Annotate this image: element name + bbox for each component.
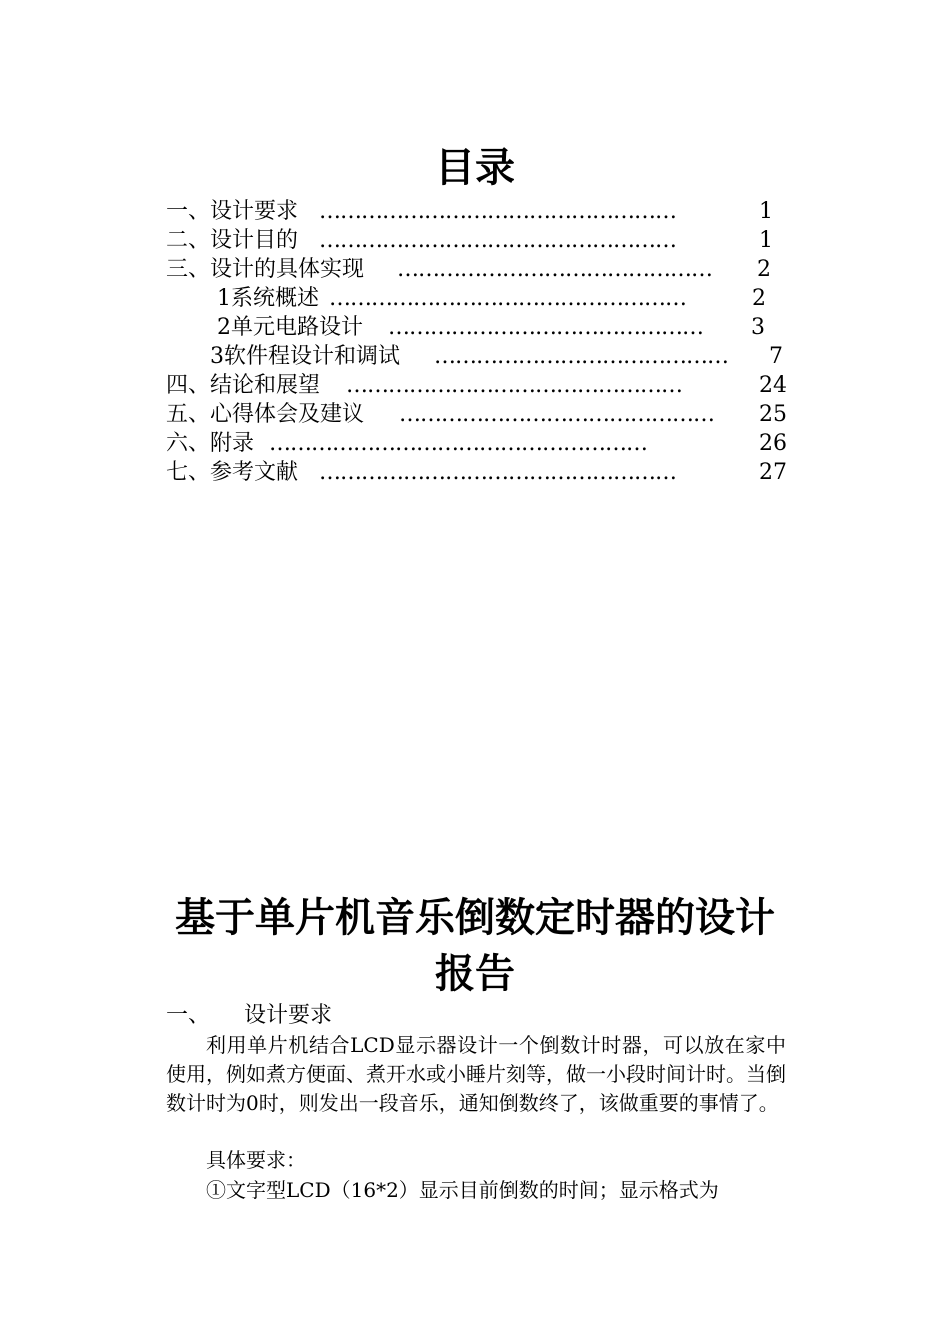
- toc-entry-page: 27: [759, 460, 787, 485]
- toc-entry-page: 2: [757, 257, 771, 282]
- section-title: 设计要求: [244, 1003, 333, 1028]
- toc-entry-leader: ……………………………………………: [319, 199, 676, 224]
- toc-entry-leader: ……………………………………………: [329, 286, 686, 311]
- body-paragraph: 利用单片机结合LCD显示器设计一个倒数计时器，可以放在家中使用，例如煮方便面、煮开水或小睡片刻等，做一小段时间计时。当倒数计时为0时，则发出一段音乐，通知倒数终了，该做重要的事情了。: [166, 1033, 786, 1115]
- toc-entry-label: 五、心得体会及建议: [166, 402, 365, 427]
- toc-entry-page: 2: [752, 286, 766, 311]
- toc-entry-page: 25: [759, 402, 787, 427]
- toc-entry: [166, 313, 806, 342]
- report-title-line1: 基于单片机音乐倒数定时器的设计: [175, 895, 775, 941]
- toc-entry-page: 3: [751, 315, 765, 340]
- toc-entry-label: 七、参考文献: [166, 460, 299, 485]
- toc-entry-page: 26: [759, 431, 787, 456]
- toc-entry-leader: …………………………………………: [346, 373, 682, 398]
- toc-entry: [166, 255, 806, 284]
- section-heading: [166, 1001, 332, 1031]
- toc-entry-label: 2单元电路设计: [217, 315, 363, 340]
- report-title: [0, 890, 950, 1002]
- toc-entry-leader: ……………………………………………: [319, 228, 676, 253]
- toc-entry-page: 1: [759, 228, 773, 253]
- toc-entry: [166, 400, 806, 429]
- section-number: 一、: [166, 1003, 211, 1028]
- toc-entry-label: 1系统概述: [217, 286, 319, 311]
- toc-entry: [166, 197, 806, 226]
- table-of-contents: [166, 197, 806, 487]
- toc-entry-label: 三、设计的具体实现: [166, 257, 365, 282]
- toc-entry-leader: ………………………………………………: [269, 431, 647, 456]
- report-title-line2: 报告: [435, 951, 515, 997]
- toc-entry-label: 四、结论和展望: [166, 373, 321, 398]
- toc-entry: [166, 342, 806, 371]
- toc-entry-page: 24: [759, 373, 787, 398]
- body-paragraph: 具体要求：: [206, 1148, 306, 1172]
- toc-entry-leader: ……………………………………………: [319, 460, 676, 485]
- body-paragraph: ①文字型LCD（16*2）显示目前倒数的时间；显示格式为: [206, 1178, 719, 1202]
- toc-entry: [166, 371, 806, 400]
- toc-entry-leader: ………………………………………: [399, 402, 714, 427]
- toc-entry-leader: ……………………………………: [434, 344, 728, 369]
- toc-entry-label: 3软件程设计和调试: [210, 344, 400, 369]
- toc-entry-leader: ………………………………………: [397, 257, 712, 282]
- toc-entry-page: 1: [759, 199, 773, 224]
- toc-entry-label: 六、附录: [166, 431, 255, 456]
- toc-entry-label: 二、设计目的: [166, 228, 299, 253]
- toc-entry: [166, 429, 806, 458]
- toc-entry: [166, 226, 806, 255]
- toc-entry: [166, 284, 806, 313]
- toc-entry: [166, 458, 806, 487]
- toc-entry-page: 7: [769, 344, 783, 369]
- toc-entry-label: 一、设计要求: [166, 199, 299, 224]
- toc-entry-leader: ………………………………………: [388, 315, 703, 340]
- toc-title: 目录: [435, 145, 515, 191]
